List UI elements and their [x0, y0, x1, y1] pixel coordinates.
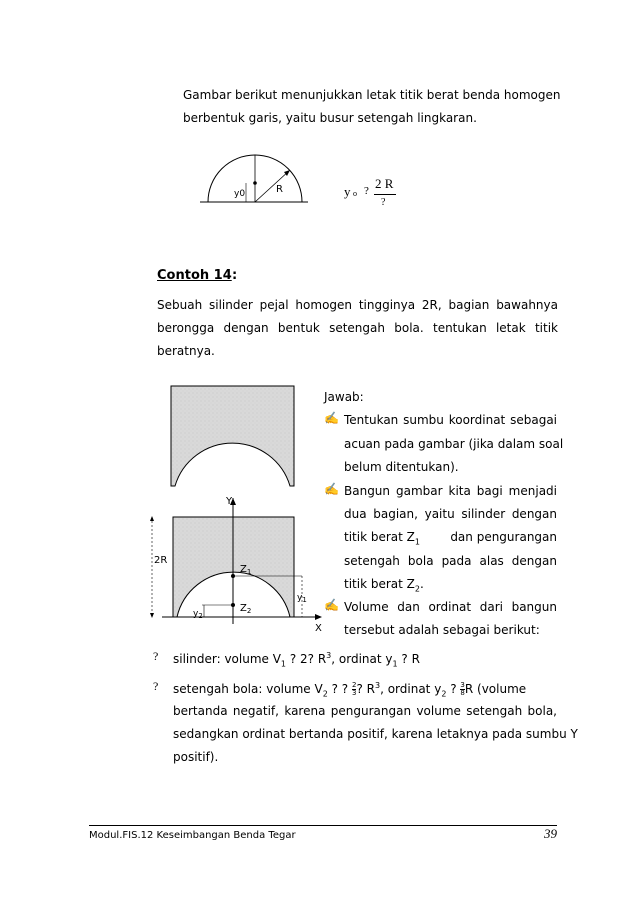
answer-b2-line-2: dua bagian, yaitu silinder dengan [344, 507, 557, 521]
answer-b2-line-5: titik berat $Z_2$. [344, 577, 424, 594]
answer-heading: Jawab: [324, 390, 364, 404]
list-item-2-line-2: bertanda negatif, karena pengurangan volume setengah bola, [173, 704, 557, 718]
answer-b1-line-2: acuan pada gambar (jika dalam soal [344, 437, 564, 451]
answer-b2-line-1: Bangun gambar kita bagi menjadi [344, 484, 557, 498]
bullet-icon-2: ✍ [324, 482, 339, 496]
fig2-label-Y: Y [226, 496, 233, 507]
list-marker-1: ? [153, 649, 159, 663]
intro-line-2: berbentuk garis, yaitu busur setengah lingkaran. [183, 111, 477, 125]
example-line-2: berongga dengan bentuk setengah bola. tentukan letak titik [157, 321, 558, 335]
fig1-label-R: R [276, 184, 283, 195]
answer-b2-line-4: setengah bola pada alas dengan [344, 554, 557, 568]
list-item-2-line-4: positif). [173, 750, 219, 764]
example-line-3: beratnya. [157, 344, 215, 358]
fig2-label-y2: $y_2$ [193, 609, 203, 620]
fig2-label-Z2: $Z_2$ [240, 603, 252, 615]
formula-equals: ? [364, 185, 369, 197]
bullet-icon-3: ✍ [324, 598, 339, 612]
fig2-label-2R: 2R [154, 555, 168, 566]
cylinder-cavity-figure [168, 384, 298, 489]
list-item-cylinder: silinder: volume $V_1$ ? 2? $R^3$, ordinat $y_1$ ? R [173, 651, 420, 669]
list-marker-2: ? [153, 679, 159, 693]
formula-denominator: ? [381, 197, 386, 208]
semicircle-arc-figure [190, 140, 320, 215]
formula-sub: o [353, 189, 357, 198]
fig2-label-y1: $y_1$ [297, 593, 307, 604]
fig1-label-y0: y0 [234, 189, 246, 199]
cylinder-axes-figure [142, 490, 342, 635]
answer-b2-line-3a: titik berat $Z_1$ [344, 530, 420, 547]
example-line-1: Sebuah silinder pejal homogen tingginya 2R, bagian bawahnya [157, 298, 558, 312]
intro-line-1: Gambar berikut menunjukkan letak titik berat benda homogen [183, 88, 561, 102]
fig2-label-Z1: $Z_1$ [240, 564, 252, 576]
answer-b3-line-2: tersebut adalah sebagai berikut: [344, 623, 540, 637]
answer-b2-line-3b: dan pengurangan [450, 530, 557, 544]
list-item-2-line-3: sedangkan ordinat bertanda positif, karena letaknya pada sumbu Y [173, 727, 578, 741]
example-title-text: Contoh 14 [157, 268, 232, 283]
formula-numerator: 2 R [375, 176, 394, 191]
fraction-bar [374, 194, 396, 195]
answer-b3-line-1: Volume dan ordinat dari bangun [344, 600, 557, 614]
list-item-hemisphere: setengah bola: volume $V_2$ ? ? $\frac{2}{3}$ ? $R^3$, ordinat $y_2$ ? $\frac{3}{8}$ R (volume [173, 681, 527, 699]
footer-module-title: Modul.FIS.12 Keseimbangan Benda Tegar [89, 830, 296, 841]
centroid-formula [344, 176, 404, 216]
fig2-label-X: X [315, 623, 322, 634]
bullet-icon-1: ✍ [324, 411, 339, 425]
page-number: 39 [544, 826, 557, 841]
formula-y: y [344, 184, 351, 199]
answer-b1-line-3: belum ditentukan). [344, 460, 459, 474]
answer-b1-line-1: Tentukan sumbu koordinat sebagai [344, 413, 557, 427]
footer-divider [89, 825, 557, 826]
example-title [157, 268, 232, 283]
example-title-colon: : [232, 268, 238, 283]
